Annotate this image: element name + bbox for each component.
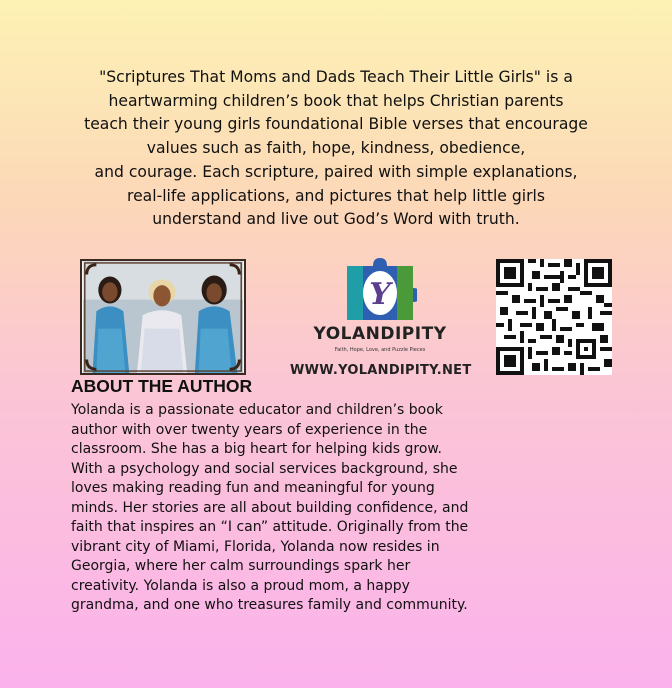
author-bio-line: Georgia, where her calm surroundings spark her: [71, 558, 411, 574]
logo-letter: Y: [369, 277, 391, 312]
book-description-line: and courage. Each scripture, paired with simple explanations,: [94, 162, 578, 181]
book-description-line: understand and live out God’s Word with truth.: [152, 210, 520, 229]
author-bio: [71, 401, 511, 616]
author-bio-line: classroom. She has a big heart for helping kids grow.: [71, 441, 442, 457]
book-description: [60, 66, 612, 232]
author-bio-line: minds. Her stories are all about building confidence, and: [71, 499, 469, 516]
book-description-line: "Scriptures That Moms and Dads Teach Their Little Girls" is a: [99, 68, 573, 86]
logo-tagline: Faith, Hope, Love, and Puzzle Pieces: [334, 347, 426, 353]
about-heading: ABOUT THE AUTHOR: [71, 376, 253, 396]
author-bio-line: loves making reading fun and meaningful for young: [71, 480, 435, 496]
qr-code-icon: [496, 259, 612, 375]
author-bio-line: vibrant city of Miami, Florida, Yolanda now resides in: [71, 538, 440, 555]
book-description-line: real-life applications, and pictures that help little girls: [127, 186, 545, 205]
author-bio-line: creativity. Yolanda is also a proud mom, a happy: [71, 577, 410, 594]
author-bio-line: With a psychology and social services background, she: [71, 460, 458, 477]
book-description-line: teach their young girls foundational Bible verses that encourage: [84, 115, 588, 134]
book-description-line: values such as faith, hope, kindness, obedience,: [146, 139, 526, 158]
website-url[interactable]: WWW.YOLANDIPITY.NET: [290, 363, 472, 378]
author-bio-line: author with over twenty years of experience in the: [71, 421, 428, 438]
logo-wordmark: YOLANDIPITY: [313, 324, 447, 344]
author-photo-icon: [82, 261, 244, 373]
yolandipity-logo: [305, 258, 455, 378]
book-description-line: heartwarming children’s book that helps Christian parents: [108, 91, 564, 110]
puzzle-piece-icon: [343, 258, 417, 324]
author-photo: [80, 259, 246, 375]
author-bio-line: faith that inspires an “I can” attitude. Originally from the: [71, 519, 469, 535]
author-bio-line: grandma, and one who treasures family and community.: [71, 597, 468, 613]
author-bio-line: Yolanda is a passionate educator and children’s book: [71, 402, 443, 418]
qr-code[interactable]: [496, 259, 612, 375]
